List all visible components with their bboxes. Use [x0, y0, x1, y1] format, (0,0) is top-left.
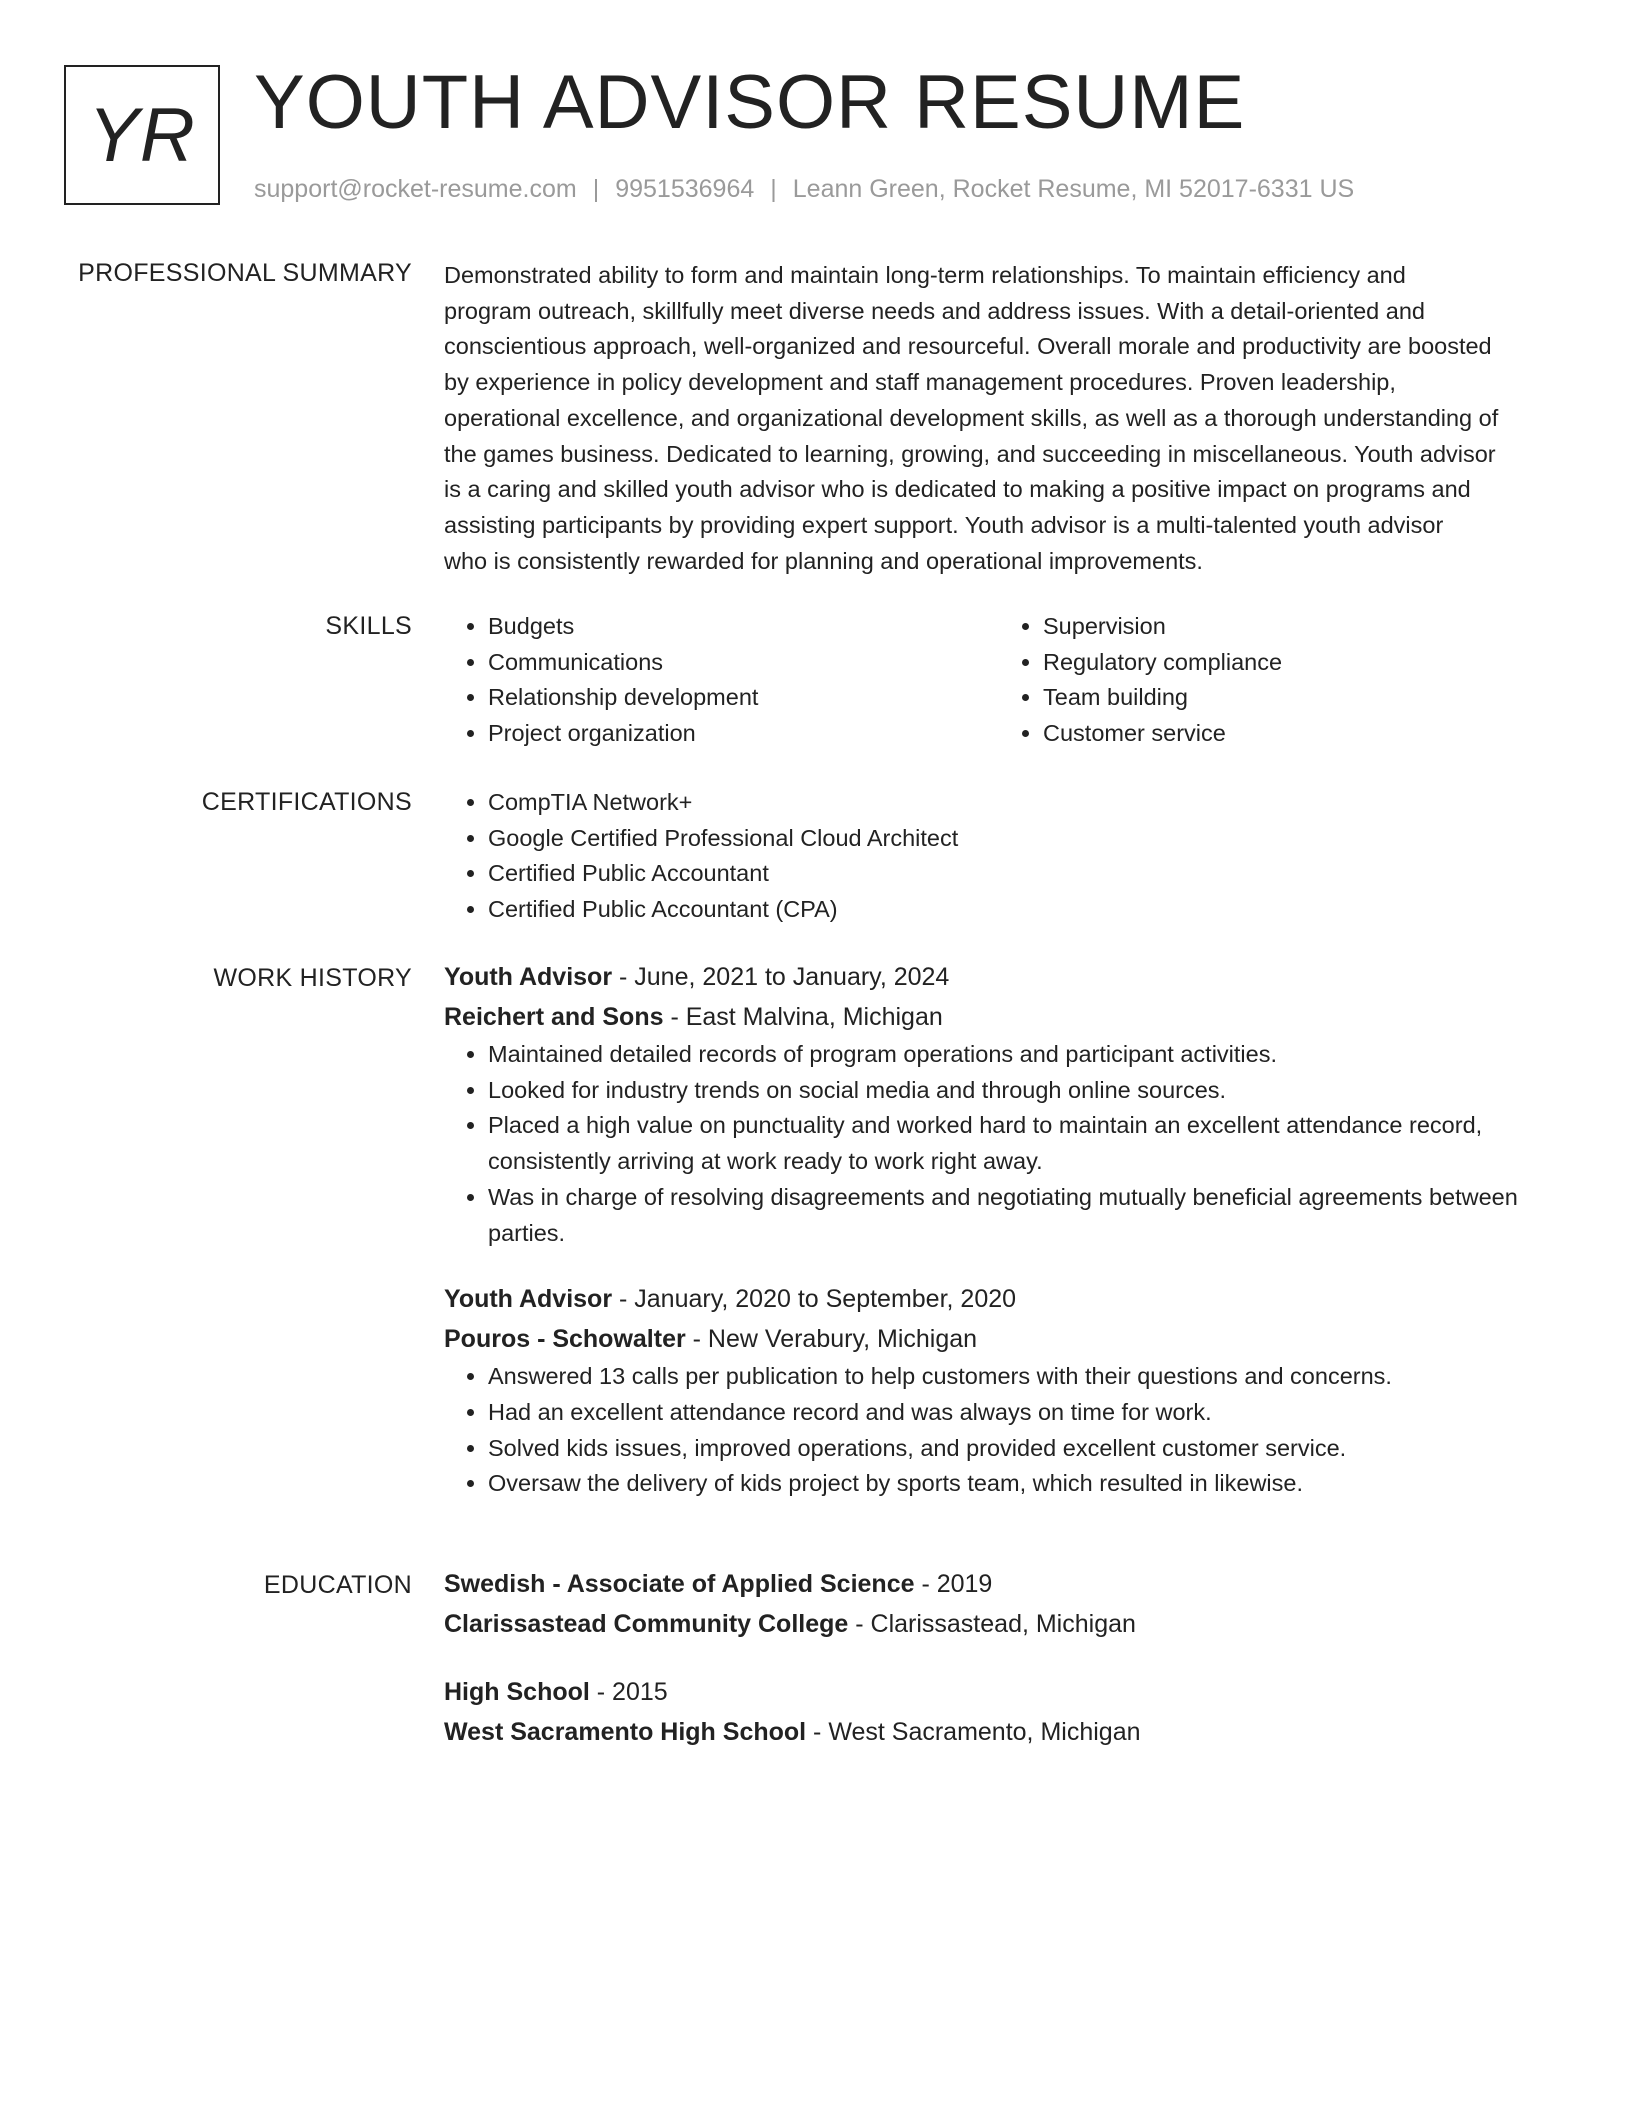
job-bullet: • Oversaw the delivery of kids project by sports team, which resulted in likewise.	[488, 1466, 1554, 1502]
section-label-education: EDUCATION	[263, 1571, 412, 1599]
job-location: - East Malvina, Michigan	[663, 1003, 943, 1031]
summary-line: who is consistently rewarded for planning and operational improvements.	[444, 547, 1203, 574]
section-label-skills: SKILLS	[325, 612, 412, 640]
job-entry	[444, 957, 1554, 1251]
job-company: Pouros - Schowalter	[444, 1325, 686, 1354]
education-entry	[444, 1564, 1554, 1644]
certification-item: • Google Certified Professional Cloud Architect	[488, 821, 1554, 857]
skills-column-left	[444, 609, 999, 752]
contact-separator: |	[770, 175, 777, 203]
education-location: - Clarissastead, Michigan	[848, 1610, 1136, 1638]
skills-column-right	[999, 609, 1554, 752]
skill-item: • Supervision	[1043, 609, 1554, 645]
contact-address: Leann Green, Rocket Resume, MI 52017-6331 US	[792, 175, 1355, 203]
certification-item: • Certified Public Accountant (CPA)	[488, 892, 1554, 928]
summary-line: operational excellence, and organizational development skills, as well as a thorough understanding of	[444, 404, 1499, 431]
job-location: - New Verabury, Michigan	[685, 1325, 978, 1354]
summary-line: assisting participants by providing expert support. Youth advisor is a multi-talented youth advisor	[444, 511, 1444, 538]
job-bullets	[444, 1037, 1554, 1251]
summary-line: program outreach, skillfully meet diverse needs and address issues. With a detail-oriented and	[444, 297, 1425, 324]
education-year: - 2019	[914, 1570, 993, 1598]
job-title: Youth Advisor	[444, 963, 613, 991]
job-dates: - January, 2020 to September, 2020	[612, 1285, 1017, 1314]
certifications-list	[444, 785, 1554, 928]
contact-separator: |	[592, 175, 600, 203]
skill-item: • Communications	[488, 645, 999, 681]
education-year: - 2015	[589, 1678, 668, 1706]
job-bullets	[444, 1359, 1554, 1502]
job-company-line	[444, 1319, 1554, 1359]
section-label-work-history: WORK HISTORY	[213, 964, 412, 992]
education-school-line	[444, 1604, 1554, 1644]
education-location: - West Sacramento, Michigan	[806, 1718, 1141, 1746]
job-bullet: • Looked for industry trends on social media and through online sources.	[488, 1073, 1554, 1109]
education-school-line	[444, 1712, 1554, 1752]
job-title-line	[444, 1279, 1554, 1319]
section-label-certifications: CERTIFICATIONS	[201, 788, 412, 816]
education-content	[444, 1564, 1554, 1752]
skill-item: • Relationship development	[488, 680, 999, 716]
job-bullet: • Answered 13 calls per publication to help customers with their questions and concerns.	[488, 1359, 1554, 1395]
job-bullet: • Placed a high value on punctuality and worked hard to maintain an excellent attendance record, consistently arriving at work ready to work right away.	[488, 1108, 1554, 1179]
education-degree-line	[444, 1564, 1554, 1604]
job-company-line	[444, 997, 1554, 1037]
summary-line: conscientious approach, well-organized and resourceful. Overall morale and productivity are boosted	[444, 333, 1492, 360]
skill-item: • Budgets	[488, 609, 999, 645]
skills-list	[444, 609, 1554, 752]
certification-item: • CompTIA Network+	[488, 785, 1554, 821]
summary-text	[444, 258, 1554, 579]
job-entry	[444, 1279, 1554, 1502]
job-dates: - June, 2021 to January, 2024	[612, 963, 950, 991]
work-history-content	[444, 957, 1554, 1502]
job-title: Youth Advisor	[444, 1285, 613, 1314]
education-entry	[444, 1672, 1554, 1752]
job-bullet: • Was in charge of resolving disagreements and negotiating mutually beneficial agreements between parties.	[488, 1180, 1554, 1251]
section-label-summary: PROFESSIONAL SUMMARY	[78, 259, 412, 287]
education-degree-line	[444, 1672, 1554, 1712]
summary-line: Demonstrated ability to form and maintain long-term relationships. To maintain efficiency and	[444, 262, 1406, 288]
page-title: YOUTH ADVISOR RESUME	[254, 60, 1246, 145]
summary-line: by experience in policy development and staff management procedures. Proven leadership,	[444, 369, 1396, 396]
monogram-badge: YR	[64, 65, 220, 205]
contact-email[interactable]: support@rocket-resume.com	[254, 175, 577, 203]
skill-item: • Project organization	[488, 716, 999, 752]
job-bullet: • Had an excellent attendance record and was always on time for work.	[488, 1395, 1554, 1431]
contact-phone[interactable]: 9951536964	[615, 175, 755, 203]
education-school: West Sacramento High School	[444, 1718, 807, 1746]
summary-line: the games business. Dedicated to learning, growing, and succeeding in miscellaneous. Youth advisor	[444, 440, 1496, 467]
job-title-line	[444, 957, 1554, 997]
summary-line: is a caring and skilled youth advisor who is dedicated to making a positive impact on programs and	[444, 476, 1471, 503]
skill-item: • Regulatory compliance	[1043, 645, 1554, 681]
skill-item: • Customer service	[1043, 716, 1554, 752]
job-bullet: • Maintained detailed records of program operations and participant activities.	[488, 1037, 1554, 1073]
education-degree: High School	[444, 1678, 590, 1706]
certification-item: • Certified Public Accountant	[488, 856, 1554, 892]
job-bullet: • Solved kids issues, improved operations, and provided excellent customer service.	[488, 1431, 1554, 1467]
skill-item: • Team building	[1043, 680, 1554, 716]
job-company: Reichert and Sons	[444, 1003, 664, 1031]
education-degree: Swedish - Associate of Applied Science	[444, 1570, 915, 1598]
education-school: Clarissastead Community College	[444, 1610, 849, 1638]
contact-line	[254, 172, 1354, 206]
